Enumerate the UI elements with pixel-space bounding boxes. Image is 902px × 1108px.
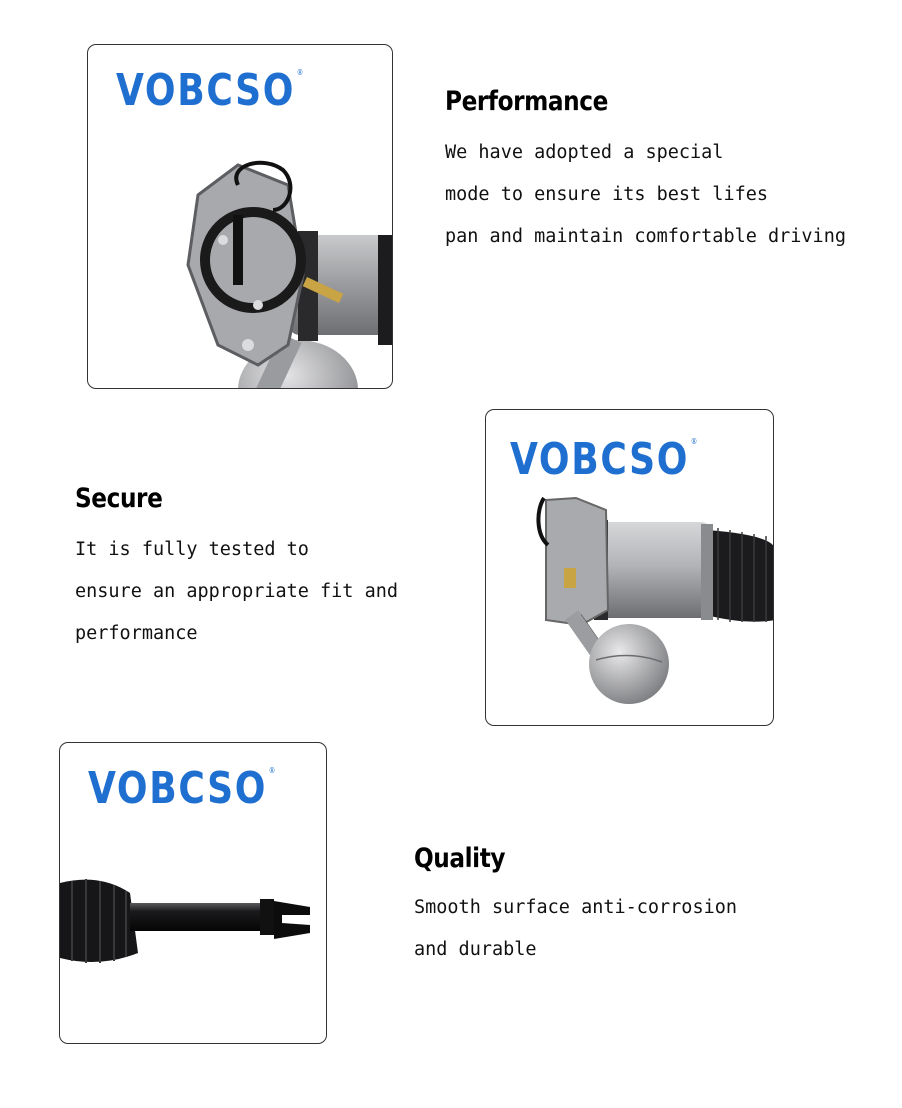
secure-line-1: It is fully tested to: [75, 539, 309, 560]
shock-absorber-rod-image: [60, 743, 327, 1044]
secure-line-2: ensure an appropriate fit and: [75, 581, 399, 602]
secure-line-3: performance: [75, 623, 198, 644]
performance-line-2: mode to ensure its best lifes: [445, 184, 769, 205]
product-card-shock-rod: [59, 742, 327, 1044]
product-card-air-spring: [485, 409, 774, 726]
secure-heading: Secure: [75, 483, 163, 514]
quality-line-1: Smooth surface anti-corrosion: [414, 897, 738, 918]
air-spring-strut-image: [486, 410, 774, 726]
quality-description: [414, 887, 737, 971]
quality-line-2: and durable: [414, 939, 537, 960]
performance-line-3: pan and maintain comfortable driving: [445, 226, 846, 247]
brand-logo: VOBCSO ®: [88, 763, 276, 814]
performance-heading: Performance: [445, 86, 608, 117]
product-card-top-mount: [87, 44, 393, 389]
secure-description: [75, 529, 398, 655]
quality-heading: Quality: [414, 843, 506, 874]
brand-logo: VOBCSO ®: [510, 434, 698, 485]
performance-description: [445, 132, 846, 258]
performance-line-1: We have adopted a special: [445, 142, 724, 163]
air-strut-top-mount-image: [88, 45, 393, 389]
brand-logo: VOBCSO ®: [116, 65, 304, 116]
